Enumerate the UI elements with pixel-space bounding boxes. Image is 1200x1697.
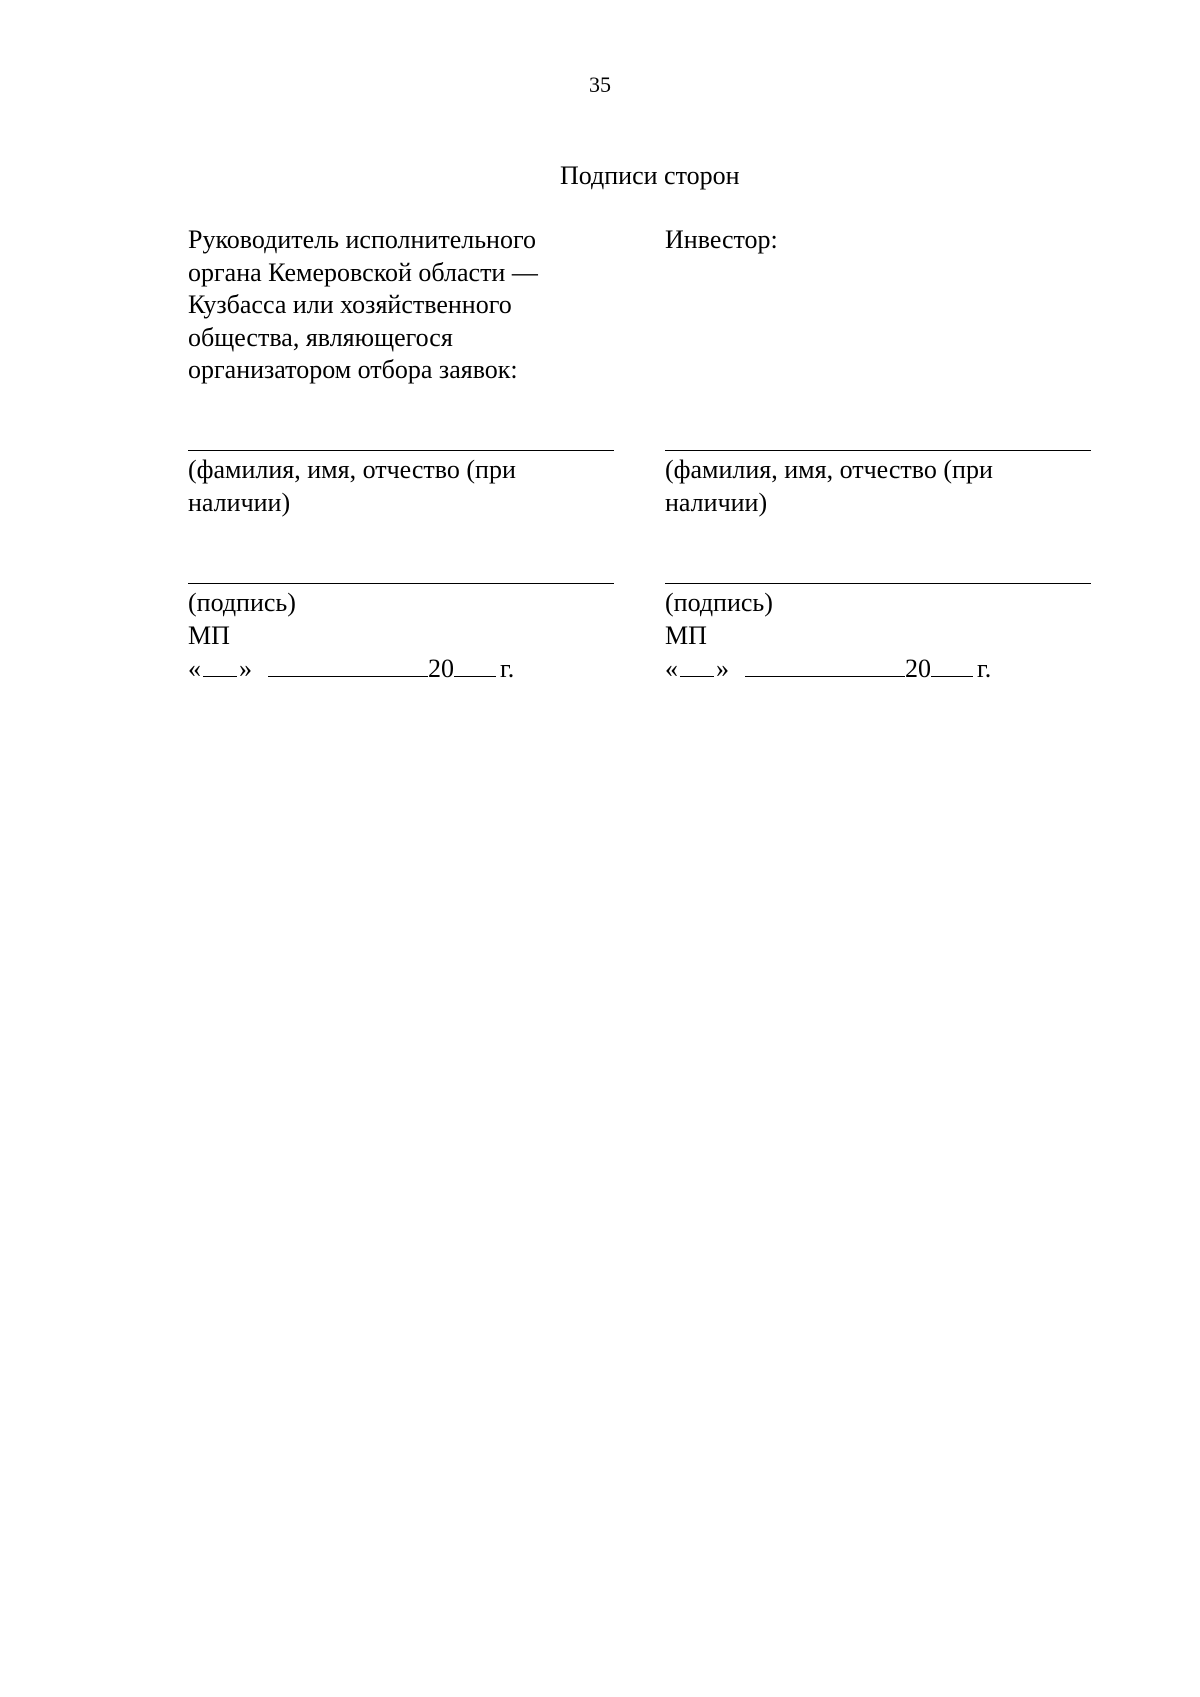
left-name-caption bbox=[188, 454, 618, 519]
left-party-block bbox=[188, 224, 618, 694]
page-number: 35 bbox=[589, 72, 611, 97]
left-date-year-suffix: г. bbox=[500, 654, 515, 683]
left-party-title-line: общества, являющегося bbox=[188, 322, 453, 352]
left-date-century: 20 bbox=[428, 654, 454, 683]
left-party-title bbox=[188, 224, 618, 387]
right-party-block bbox=[665, 224, 1095, 694]
right-signature-line bbox=[665, 583, 1091, 584]
right-stamp-label: МП bbox=[665, 621, 707, 650]
right-party-title bbox=[665, 224, 1095, 257]
right-date-century: 20 bbox=[905, 654, 931, 683]
left-name-caption-line: наличии) bbox=[188, 487, 291, 517]
left-date-day-blank bbox=[203, 654, 237, 677]
left-name-line bbox=[188, 450, 614, 451]
right-name-caption-line: наличии) bbox=[665, 487, 768, 517]
left-signature-line bbox=[188, 583, 614, 584]
right-signature-caption: (подпись) bbox=[665, 588, 773, 617]
right-party-title-line: Инвестор: bbox=[665, 225, 778, 254]
right-date-row bbox=[665, 653, 991, 686]
left-date-row bbox=[188, 653, 514, 686]
left-date-close-quote: » bbox=[239, 654, 252, 683]
left-date-open-quote: « bbox=[188, 654, 201, 683]
left-party-title-line: Руководитель исполнительного bbox=[188, 225, 536, 254]
left-name-caption-line: (фамилия, имя, отчество (при bbox=[188, 455, 516, 484]
left-party-title-line: органа Кемеровской области — bbox=[188, 257, 538, 287]
right-name-caption-line: (фамилия, имя, отчество (при bbox=[665, 455, 993, 484]
right-date-day-blank bbox=[680, 654, 714, 677]
right-name-caption bbox=[665, 454, 1095, 519]
left-date-month-blank bbox=[268, 654, 428, 677]
right-date-year-suffix: г. bbox=[977, 654, 992, 683]
left-party-title-line: организатором отбора заявок: bbox=[188, 355, 518, 384]
section-heading: Подписи сторон bbox=[560, 161, 740, 190]
right-date-open-quote: « bbox=[665, 654, 678, 683]
left-signature-caption: (подпись) bbox=[188, 588, 296, 617]
left-party-title-line: Кузбасса или хозяйственного bbox=[188, 290, 512, 319]
right-name-line bbox=[665, 450, 1091, 451]
right-date-close-quote: » bbox=[716, 654, 729, 683]
right-date-month-blank bbox=[745, 654, 905, 677]
right-date-year-blank bbox=[931, 654, 973, 677]
left-date-year-blank bbox=[454, 654, 496, 677]
left-stamp-label: МП bbox=[188, 621, 230, 650]
